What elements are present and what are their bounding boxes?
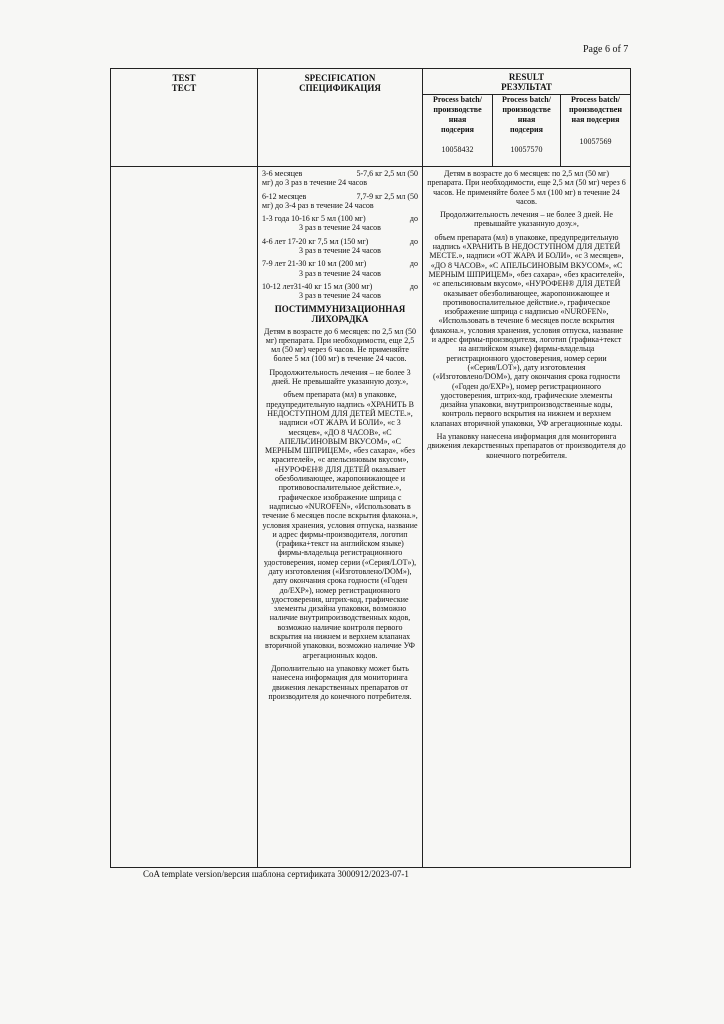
- dose-table: [262, 169, 418, 301]
- spec-header: [258, 69, 423, 167]
- batch-column-2: [493, 95, 561, 167]
- batch-number: 10057569: [579, 137, 612, 146]
- dose-age: 4-6 лет 17-20 кг 7,5 мл (150 мг): [262, 236, 369, 246]
- batch-label: производстве: [433, 105, 482, 114]
- batch-label: Process batch/: [433, 95, 482, 104]
- result-dosing-paragraph: Детям в возрасте до 6 месяцев: по 2,5 мл (50 мг) препарата. При необходимости, еще 2,5 мл (50 мг) через 6 часов. Не применяйте более 5 мл (100 мг) в течение 24 часов.: [427, 169, 626, 206]
- result-monitoring-paragraph: На упаковку нанесена информация для мониторинга движения лекарственных препаратов от производителя до конечного потребителя.: [427, 432, 626, 460]
- dose-frequency: 3 раз в течение 24 часов: [299, 246, 381, 256]
- dose-frequency: 3 раз в течение 24 часов: [299, 291, 381, 301]
- spec-duration-paragraph: Продолжительность лечения – не более 3 дней. Не превышайте указанную дозу.»,: [269, 367, 411, 387]
- spec-packaging-paragraph: объем препарата (мл) в упаковке, предупредительную надпись «ХРАНИТЬ В НЕДОСТУПНОМ ДЛЯ ДЕТЕЙ МЕСТЕ.», надписи «ОТ ЖАРА И БОЛИ», «с 3 месяцев», «ДО 8 ЧАСОВ», «С АПЕЛЬСИНОВЫМ ВКУСОМ», «С МЕРНЫМ ШПРИЦЕМ», «без сахара», «без красителей», «с апельсиновым вкусом», «НУРОФЕН® ДЛЯ ДЕТЕЙ оказывает обезболивающее, жаропонижающее и противовоспалительное действие.», графическое изображение шприца с надписью «NUROFEN», «Использовать в течение 6 месяцев после вскрытия флакона.», условия хранения, условия отпуска, название и адрес фирмы-производителя, логотип (графика+текст на английском языке) фирмы-владельца регистрационного удостоверения, номер серии («Серия/LOT»), дату изготовления («Изготовлено/DOM»), дату окончания срока годности («Годен до/EXP»), номер регистрационного удостоверения, штрих-код, графические элементы дизайна упаковки, возможно наличие внутрипроизводственных кодов, возможно наличие контроля первого вскрытия на нижнем и верхнем клапанах вторичной упаковки, возможно наличие УФ агрегационных кодов.: [262, 390, 418, 660]
- batch-column-3: [561, 95, 631, 167]
- batch-label: подсерия: [509, 125, 543, 134]
- batch-number: 10058432: [441, 145, 474, 154]
- dose-value: 7,7-9 кг 2,5 мл (50: [356, 191, 418, 201]
- batch-label: нная: [448, 115, 467, 124]
- dose-frequency: 3 раз в течение 24 часов: [299, 223, 381, 233]
- template-version-footer: CoA template version/версия шаблона сертификата 3000912/2023-07-1: [143, 869, 409, 879]
- coa-table: [110, 68, 631, 868]
- batch-label: подсерия: [440, 125, 474, 134]
- dose-tail: до: [409, 236, 418, 246]
- batch-label: нная: [517, 115, 536, 124]
- spec-monitoring-paragraph: Дополнительно на упаковку может быть нанесена информация для мониторинга движения лекарственных препаратов от производителя до конечного потребителя.: [268, 663, 412, 701]
- dose-frequency: мг) до 3-4 раз в течение 24 часов: [262, 200, 374, 210]
- dose-value: 5-7,6 кг 2,5 мл (50: [356, 169, 418, 178]
- batch-label: производствен: [569, 105, 622, 114]
- result-duration-paragraph: Продолжительность лечения – не более 3 дней. Не превышайте указанную дозу.»,: [440, 210, 613, 229]
- dose-age: 1-3 года 10-16 кг 5 мл (100 мг): [262, 214, 366, 224]
- dose-age: 3-6 месяцев: [262, 169, 303, 178]
- section-heading-line2: ЛИХОРАДКА: [311, 313, 369, 324]
- dose-tail: до: [409, 259, 418, 269]
- dose-frequency: мг) до 3 раз в течение 24 часов: [262, 178, 368, 188]
- dose-age: 7-9 лет 21-30 кг 10 мл (200 мг): [262, 259, 367, 269]
- dose-row: [262, 214, 418, 223]
- dose-tail: до: [409, 281, 418, 291]
- test-header: [111, 69, 258, 167]
- dose-age: 10-12 лет31-40 кг 15 мл (300 мг): [262, 281, 373, 291]
- section-heading: [262, 304, 418, 324]
- page-number: Page 6 of 7: [583, 44, 629, 55]
- spec-dosing-paragraph: Детям в возрасте до 6 месяцев: по 2,5 мл (50 мг) препарата. При необходимости, еще 2,5 мл (50 мг) через 6 часов. Не применяйте более 5 мл (100 мг) в течение 24 часов.: [264, 326, 416, 364]
- section-heading-line1: ПОСТИММУНИЗАЦИОННАЯ: [274, 303, 406, 314]
- spec-header-en: SPECIFICATION: [304, 73, 376, 83]
- result-header: [423, 69, 631, 95]
- result-cell: [423, 167, 631, 868]
- batch-number: 10057570: [510, 145, 543, 154]
- test-header-ru: ТЕСТ: [171, 83, 197, 93]
- batch-label: Process batch/: [571, 95, 620, 104]
- test-header-en: TEST: [172, 73, 196, 83]
- batch-column-1: [423, 95, 493, 167]
- test-cell: [111, 167, 258, 868]
- spec-cell: [258, 167, 423, 868]
- batch-label: Process batch/: [502, 95, 551, 104]
- dose-tail: до: [409, 214, 418, 224]
- dose-row: [262, 192, 418, 201]
- spec-header-ru: СПЕЦИФИКАЦИЯ: [299, 83, 381, 93]
- result-header-en: RESULT: [508, 71, 545, 82]
- dose-frequency: 3 раз в течение 24 часов: [299, 268, 381, 278]
- batch-label: производстве: [502, 105, 551, 114]
- dose-row: [262, 237, 418, 246]
- batch-label: ная подсерия: [571, 115, 620, 124]
- result-packaging-paragraph: объем препарата (мл) в упаковке, предупредительную надпись «ХРАНИТЬ В НЕДОСТУПНОМ ДЛЯ ДЕТЕЙ МЕСТЕ.», надписи «ОТ ЖАРА И БОЛИ», «с 3 месяцев», «ДО 8 ЧАСОВ», «С АПЕЛЬСИНОВЫМ ВКУСОМ», «С МЕРНЫМ ШПРИЦЕМ», «без сахара», «без красителей», «с апельсиновым вкусом», «НУРОФЕН® ДЛЯ ДЕТЕЙ оказывает обезболивающее, жаропонижающее и противовоспалительное действие.», графическое изображение шприца с надписью «NUROFEN», «Использовать в течение 6 месяцев после вскрытия флакона.», условия хранения, условия отпуска, название и адрес фирмы-производителя, логотип (графика+текст на английском языке) фирмы-владельца регистрационного удостоверения, номер серии («Серия/LOT»), дату изготовления («Изготовлено/DOM»), дату окончания срока годности («Годен до/EXP»), номер регистрационного удостоверения, штрих-код, графические элементы дизайна упаковки, внутрипроизводственные коды, контроль первого вскрытия на нижнем и верхнем клапанах вторичной упаковки, УФ агрегационные коды.: [428, 232, 625, 428]
- dose-row: [262, 169, 418, 178]
- dose-row: [262, 282, 418, 291]
- dose-row: [262, 259, 418, 268]
- result-header-ru: РЕЗУЛЬТАТ: [501, 81, 552, 92]
- dose-age: 6-12 месяцев: [262, 191, 307, 201]
